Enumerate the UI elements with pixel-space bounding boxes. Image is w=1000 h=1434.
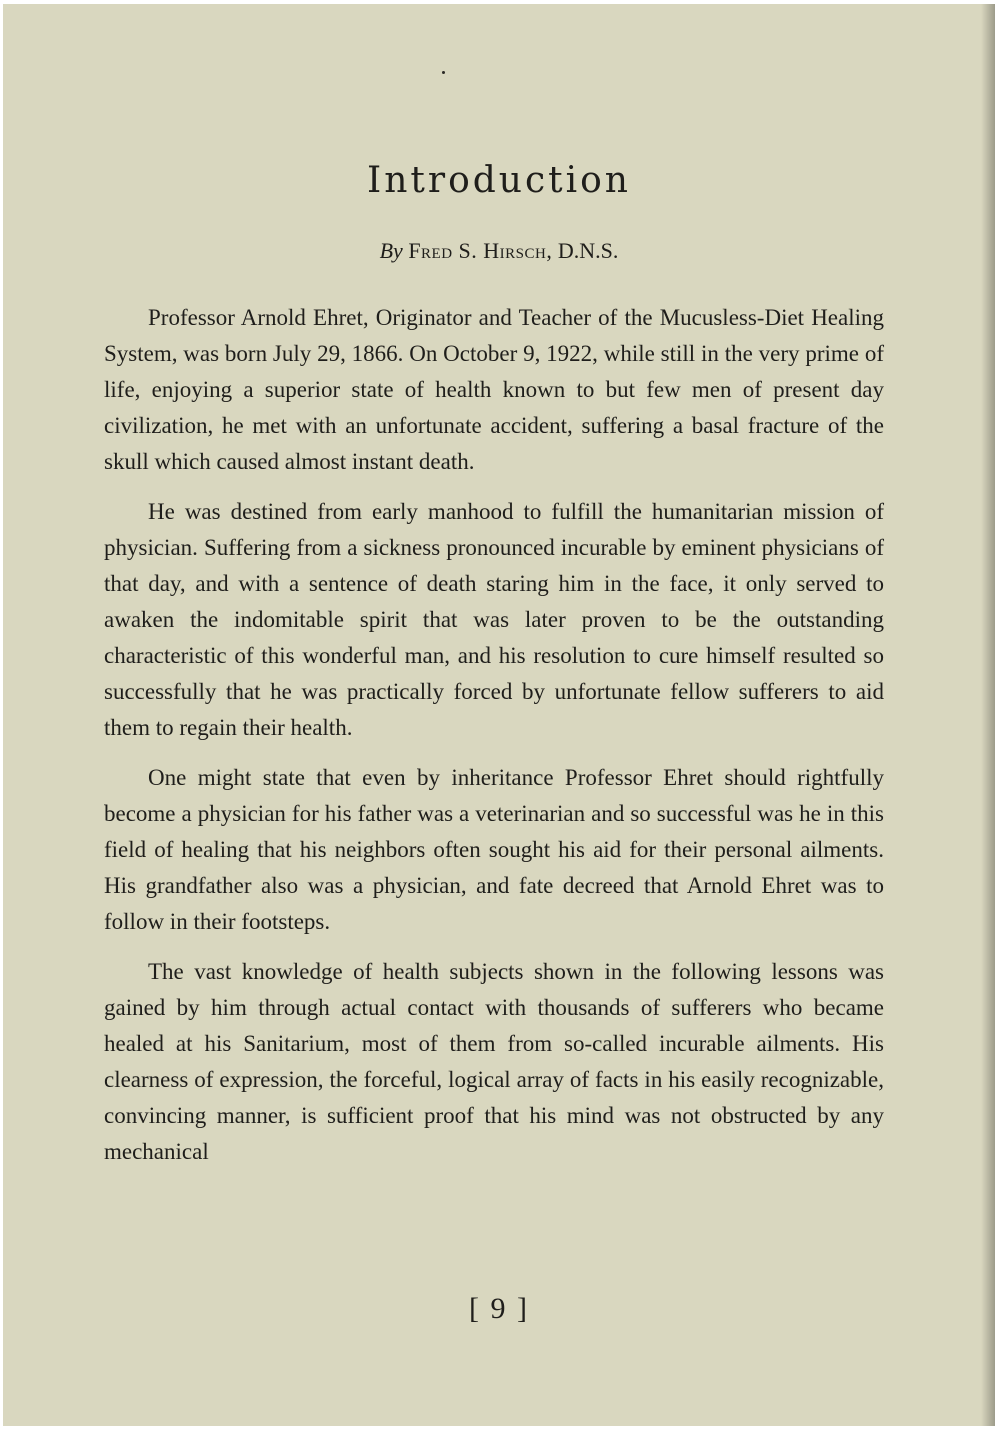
author-credentials: D.N.S. bbox=[557, 238, 619, 263]
author-byline bbox=[3, 238, 995, 264]
author-name: Fred S. Hirsch, bbox=[408, 238, 553, 263]
chapter-title: Introduction bbox=[367, 160, 631, 201]
paragraph: One might state that even by inheritance Professor Ehret should rightfully become a physician for his father was a veterinarian and so successful was he in this field of healing that his neighbors often sought his aid for their personal ailments. His grandfather also was a physician, and fate decreed that Arnold Ehret was to follow in their footsteps. bbox=[104, 765, 884, 934]
paragraph: Professor Arnold Ehret, Originator and Teacher of the Mucusless-Diet Healing System, was born July 29, 1866. On October 9, 1922, while still in the very prime of life, enjoying a superior state of health known to but few men of present day civilization, he met with an unfortunate accident, suffering a basal fracture of the skull which caused almost instant death. bbox=[104, 305, 884, 474]
page-edge-shadow bbox=[981, 4, 995, 1426]
ink-speck bbox=[442, 71, 445, 74]
byline-by: By bbox=[379, 238, 403, 263]
book-page bbox=[3, 4, 995, 1426]
page-number: [ 9 ] bbox=[469, 1292, 529, 1325]
paragraph: The vast knowledge of health subjects shown in the following lessons was gained by him through actual contact with thousands of sufferers who became healed at his Sanitarium, most of them from so-called incurable ailments. His clearness of expression, the forceful, logical array of facts in his easily recognizable, convincing manner, is sufficient proof that his mind was not obstructed by any mechanical bbox=[104, 959, 884, 1164]
paragraph: He was destined from early manhood to fulfill the humanitarian mission of physician. Suffering from a sickness pronounced incurable by eminent physicians of that day, and with a sentence of death staring him in the face, it only served to awaken the indomitable spirit that was later proven to be the outstanding characteristic of this wonderful man, and his resolution to cure himself resulted so successfully that he was practically forced by unfortunate fellow sufferers to aid them to regain their health. bbox=[104, 499, 884, 740]
body-text bbox=[104, 300, 884, 1184]
